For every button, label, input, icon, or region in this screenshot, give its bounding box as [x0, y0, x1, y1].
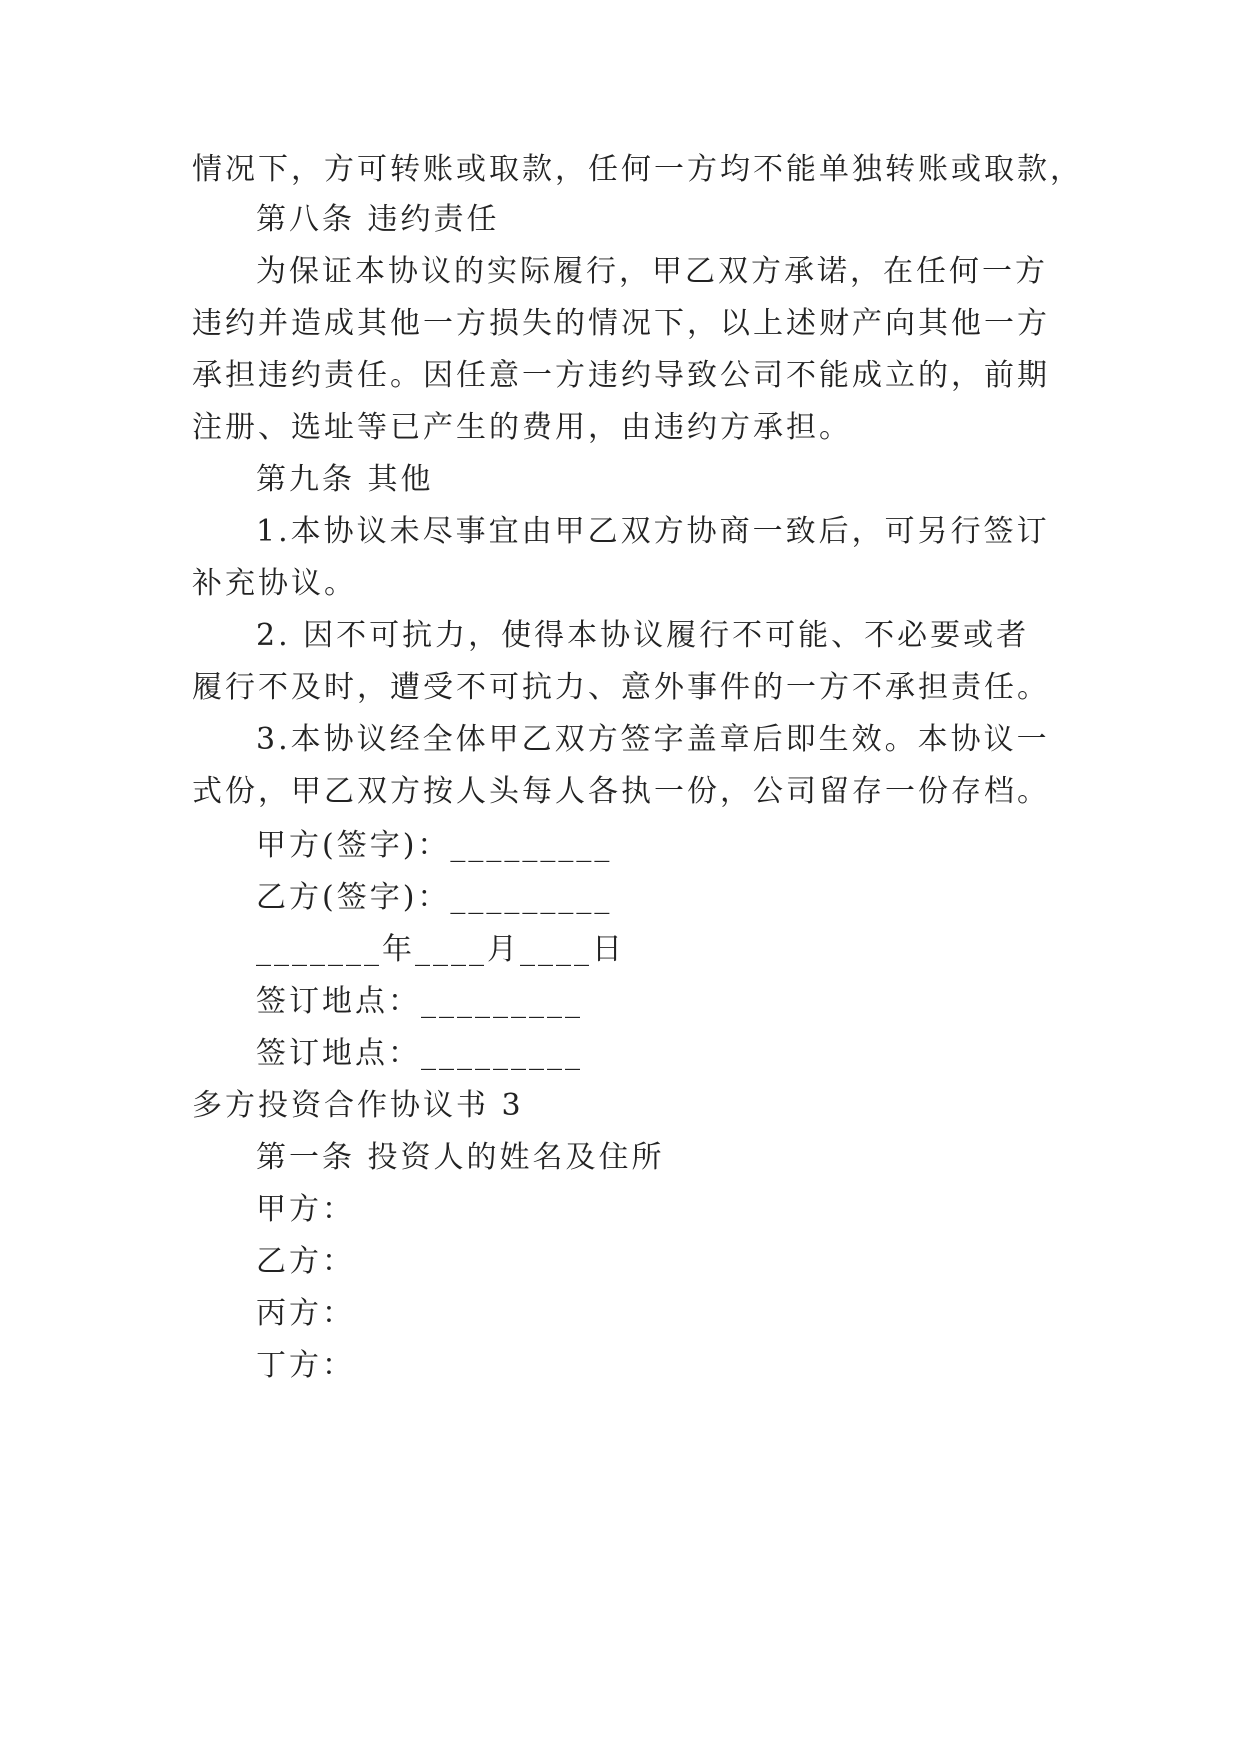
- document-title: 多方投资合作协议书 3: [192, 1088, 524, 1123]
- paragraph-line: 注册、选址等已产生的费用，由违约方承担。: [192, 410, 852, 445]
- clause-2-line: 2. 因不可抗力，使得本协议履行不可能、不必要或者: [256, 618, 1030, 653]
- party-d-line: 丁方：: [256, 1348, 355, 1383]
- clause-1-line: 补充协议。: [192, 566, 357, 601]
- signing-location-line: 签订地点：_________: [256, 984, 583, 1019]
- paragraph-line: 承担违约责任。因任意一方违约导致公司不能成立的，前期: [192, 358, 1050, 393]
- article-1-heading: 第一条 投资人的姓名及住所: [256, 1140, 665, 1175]
- party-b-line: 乙方：: [256, 1244, 355, 1279]
- party-a-signature-line: 甲方(签字)：_________: [256, 828, 613, 863]
- clause-2-line: 履行不及时，遭受不可抗力、意外事件的一方不承担责任。: [192, 670, 1050, 705]
- party-a-line: 甲方：: [256, 1192, 355, 1227]
- signing-location-line: 签订地点：_________: [256, 1036, 583, 1071]
- clause-1-line: 1.本协议未尽事宜由甲乙双方协商一致后，可另行签订: [256, 514, 1050, 549]
- clause-3-line: 3.本协议经全体甲乙双方签字盖章后即生效。本协议一: [256, 722, 1050, 757]
- paragraph-line: 违约并造成其他一方损失的情况下，以上述财产向其他一方: [192, 306, 1050, 341]
- party-b-signature-line: 乙方(签字)：_________: [256, 880, 613, 915]
- clause-3-line: 式份，甲乙双方按人头每人各执一份，公司留存一份存档。: [192, 774, 1050, 809]
- party-c-line: 丙方：: [256, 1296, 355, 1331]
- article-9-heading: 第九条 其他: [256, 462, 434, 497]
- paragraph-line: 为保证本协议的实际履行，甲乙双方承诺，在任何一方: [256, 254, 1048, 289]
- article-8-heading: 第八条 违约责任: [256, 202, 500, 237]
- date-line: _______年____月____日: [256, 932, 625, 967]
- paragraph-line: 情况下，方可转账或取款，任何一方均不能单独转账或取款，: [192, 152, 1083, 187]
